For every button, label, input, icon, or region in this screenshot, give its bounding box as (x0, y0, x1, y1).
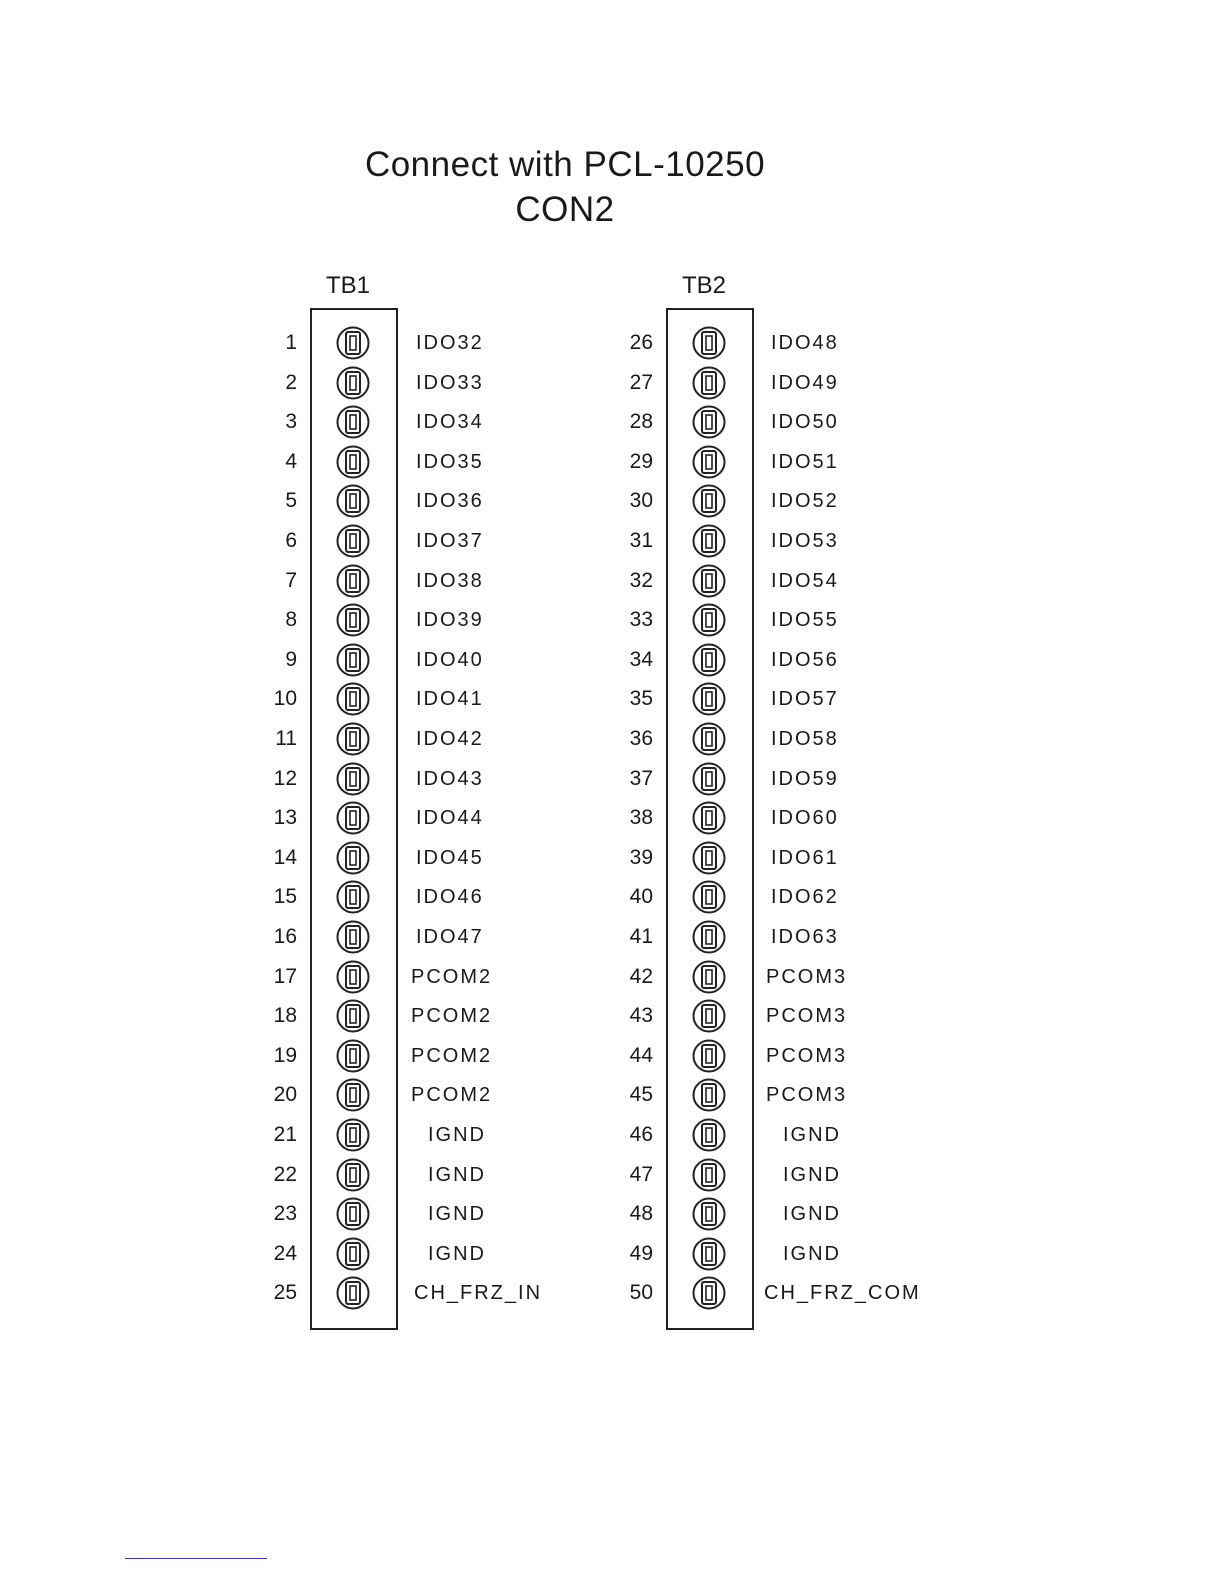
screw-terminal-icon (335, 564, 371, 598)
signal-name: IDO34 (416, 411, 484, 433)
pin-number: 28 (629, 410, 653, 433)
pin-number: 35 (629, 687, 653, 710)
screw-terminal-icon (691, 682, 727, 716)
screw-terminal-icon (335, 801, 371, 835)
signal-name: IDO51 (771, 451, 839, 473)
pin-number: 34 (629, 648, 653, 671)
screw-terminal-icon (691, 1197, 727, 1231)
pin-number: 31 (629, 529, 653, 552)
screw-terminal-icon (691, 643, 727, 677)
pin-number: 19 (273, 1044, 297, 1067)
signal-name: IDO32 (416, 332, 484, 354)
screw-terminal-icon (691, 880, 727, 914)
signal-name: IDO41 (416, 688, 484, 710)
screw-terminal-icon (691, 841, 727, 875)
signal-name: IGND (428, 1243, 486, 1265)
pin-number: 24 (273, 1242, 297, 1265)
pin-number: 43 (629, 1004, 653, 1027)
screw-terminal-icon (691, 405, 727, 439)
signal-name: IDO59 (771, 768, 839, 790)
screw-terminal-icon (691, 1158, 727, 1192)
pin-number: 48 (629, 1202, 653, 1225)
pin-number: 18 (273, 1004, 297, 1027)
pin-number: 41 (629, 925, 653, 948)
pin-number: 12 (273, 767, 297, 790)
signal-name: IGND (783, 1124, 841, 1146)
pin-number: 15 (273, 885, 297, 908)
screw-terminal-icon (691, 801, 727, 835)
pin-number: 21 (273, 1123, 297, 1146)
signal-name: IGND (428, 1164, 486, 1186)
screw-terminal-icon (335, 1158, 371, 1192)
screw-terminal-icon (691, 999, 727, 1033)
screw-terminal-icon (335, 762, 371, 796)
signal-name: PCOM2 (411, 1005, 493, 1027)
pin-number: 44 (629, 1044, 653, 1067)
screw-terminal-icon (335, 1237, 371, 1271)
pin-number: 30 (629, 489, 653, 512)
screw-terminal-icon (335, 1276, 371, 1310)
screw-terminal-icon (691, 564, 727, 598)
pin-number: 42 (629, 965, 653, 988)
pin-number: 27 (629, 371, 653, 394)
screw-terminal-icon (691, 524, 727, 558)
pin-number: 36 (629, 727, 653, 750)
screw-terminal-icon (691, 960, 727, 994)
pin-number: 9 (285, 648, 297, 671)
signal-name: IDO52 (771, 490, 839, 512)
signal-name: PCOM3 (766, 966, 848, 988)
signal-name: IGND (428, 1124, 486, 1146)
signal-name: PCOM2 (411, 966, 493, 988)
screw-terminal-icon (691, 920, 727, 954)
screw-terminal-icon (691, 1039, 727, 1073)
diagram-title: Connect with PCL-10250 (364, 145, 766, 184)
pin-number: 22 (273, 1163, 297, 1186)
screw-terminal-icon (335, 841, 371, 875)
screw-terminal-icon (335, 366, 371, 400)
screw-terminal-icon (691, 1078, 727, 1112)
pin-number: 2 (285, 371, 297, 394)
pin-number: 6 (285, 529, 297, 552)
pin-number: 14 (273, 846, 297, 869)
pin-number: 39 (629, 846, 653, 869)
screw-terminal-icon (335, 880, 371, 914)
screw-terminal-icon (335, 722, 371, 756)
signal-name: IDO42 (416, 728, 484, 750)
signal-name: IDO43 (416, 768, 484, 790)
screw-terminal-icon (691, 366, 727, 400)
signal-name: PCOM3 (766, 1084, 848, 1106)
pin-number: 47 (629, 1163, 653, 1186)
pin-number: 40 (629, 885, 653, 908)
signal-name: IDO58 (771, 728, 839, 750)
screw-terminal-icon (691, 445, 727, 479)
signal-name: CH_FRZ_COM (764, 1282, 921, 1304)
screw-terminal-icon (691, 1237, 727, 1271)
screw-terminal-icon (335, 484, 371, 518)
pin-number: 7 (285, 569, 297, 592)
pin-number: 3 (285, 410, 297, 433)
pin-number: 50 (629, 1281, 653, 1304)
screw-terminal-icon (335, 405, 371, 439)
pin-number: 13 (273, 806, 297, 829)
pin-number: 26 (629, 331, 653, 354)
screw-terminal-icon (335, 920, 371, 954)
pin-number: 10 (273, 687, 297, 710)
pin-number: 32 (629, 569, 653, 592)
signal-name: IDO40 (416, 649, 484, 671)
pin-number: 46 (629, 1123, 653, 1146)
signal-name: IDO53 (771, 530, 839, 552)
screw-terminal-icon (691, 722, 727, 756)
pin-number: 1 (285, 331, 297, 354)
screw-terminal-icon (335, 960, 371, 994)
screw-terminal-icon (335, 999, 371, 1033)
signal-name: IDO37 (416, 530, 484, 552)
signal-name: IGND (783, 1243, 841, 1265)
pin-number: 49 (629, 1242, 653, 1265)
pin-number: 16 (273, 925, 297, 948)
pin-number: 8 (285, 608, 297, 631)
terminal-block-label-tb1: TB1 (326, 272, 371, 299)
pin-number: 38 (629, 806, 653, 829)
signal-name: IDO33 (416, 372, 484, 394)
pin-number: 5 (285, 489, 297, 512)
signal-name: IDO39 (416, 609, 484, 631)
screw-terminal-icon (335, 326, 371, 360)
signal-name: IDO36 (416, 490, 484, 512)
screw-terminal-icon (691, 762, 727, 796)
signal-name: IDO54 (771, 570, 839, 592)
screw-terminal-icon (335, 1039, 371, 1073)
signal-name: IDO45 (416, 847, 484, 869)
signal-name: PCOM3 (766, 1045, 848, 1067)
signal-name: IDO62 (771, 886, 839, 908)
pin-number: 33 (629, 608, 653, 631)
screw-terminal-icon (691, 1276, 727, 1310)
screw-terminal-icon (691, 484, 727, 518)
signal-name: IDO61 (771, 847, 839, 869)
screw-terminal-icon (335, 682, 371, 716)
pin-number: 25 (273, 1281, 297, 1304)
signal-name: IDO55 (771, 609, 839, 631)
screw-terminal-icon (335, 603, 371, 637)
signal-name: IDO47 (416, 926, 484, 948)
screw-terminal-icon (335, 1197, 371, 1231)
signal-name: IDO35 (416, 451, 484, 473)
signal-name: PCOM2 (411, 1045, 493, 1067)
screw-terminal-icon (335, 445, 371, 479)
signal-name: PCOM2 (411, 1084, 493, 1106)
pin-number: 17 (273, 965, 297, 988)
signal-name: IDO38 (416, 570, 484, 592)
pin-number: 37 (629, 767, 653, 790)
signal-name: IDO63 (771, 926, 839, 948)
signal-name: IDO44 (416, 807, 484, 829)
signal-name: IDO60 (771, 807, 839, 829)
signal-name: IGND (783, 1164, 841, 1186)
signal-name: CH_FRZ_IN (414, 1282, 543, 1304)
screw-terminal-icon (691, 326, 727, 360)
signal-name: IDO48 (771, 332, 839, 354)
signal-name: IDO46 (416, 886, 484, 908)
screw-terminal-icon (691, 1118, 727, 1152)
footnote-separator (125, 1558, 267, 1559)
pin-number: 29 (629, 450, 653, 473)
pin-number: 45 (629, 1083, 653, 1106)
signal-name: IDO56 (771, 649, 839, 671)
signal-name: PCOM3 (766, 1005, 848, 1027)
signal-name: IGND (783, 1203, 841, 1225)
screw-terminal-icon (335, 1118, 371, 1152)
screw-terminal-icon (335, 524, 371, 558)
pin-number: 4 (285, 450, 297, 473)
signal-name: IDO49 (771, 372, 839, 394)
signal-name: IDO50 (771, 411, 839, 433)
pin-number: 11 (275, 727, 297, 750)
screw-terminal-icon (691, 603, 727, 637)
pin-number: 20 (273, 1083, 297, 1106)
signal-name: IDO57 (771, 688, 839, 710)
pin-number: 23 (273, 1202, 297, 1225)
terminal-block-label-tb2: TB2 (682, 272, 727, 299)
connector-name: CON2 (515, 190, 615, 229)
screw-terminal-icon (335, 643, 371, 677)
signal-name: IGND (428, 1203, 486, 1225)
screw-terminal-icon (335, 1078, 371, 1112)
